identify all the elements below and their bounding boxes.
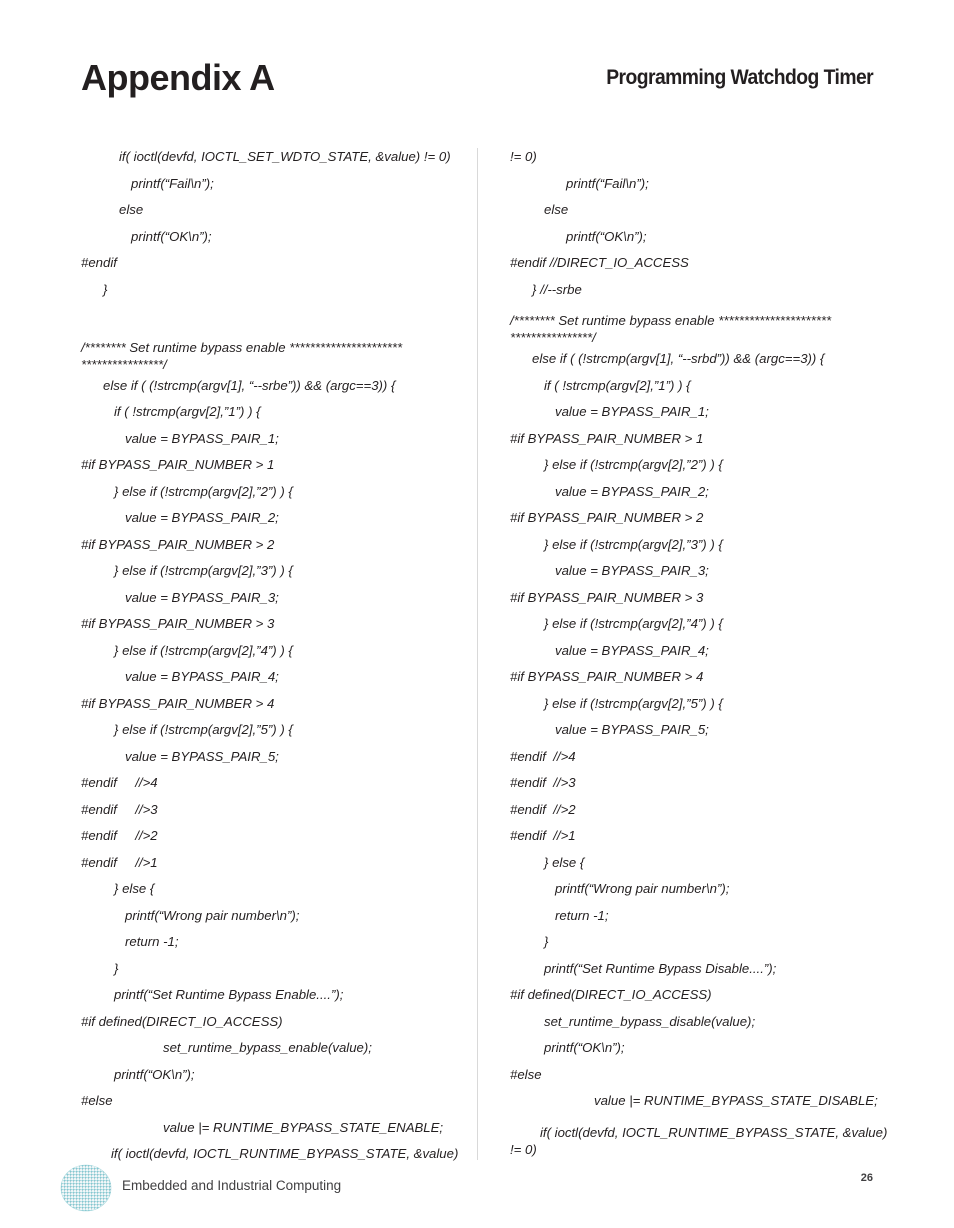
code-line: printf(“Fail\n”);	[566, 175, 649, 191]
code-line: if( ioctl(devfd, IOCTL_RUNTIME_BYPASS_STATE, &value)	[111, 1146, 459, 1161]
code-line: #endif //>2	[81, 828, 158, 843]
code-line: #if defined(DIRECT_IO_ACCESS)	[510, 987, 712, 1002]
appendix-title: Appendix A	[81, 57, 275, 98]
page-header	[0, 0, 954, 120]
code-line: #endif	[81, 255, 117, 270]
code-line: #endif //>3	[510, 775, 576, 790]
code-line: #endif //>3	[81, 801, 158, 817]
code-line: printf(“Wrong pair number\n”);	[555, 881, 730, 896]
code-line: ****************/	[81, 356, 167, 372]
code-line: value = BYPASS_PAIR_1;	[125, 430, 279, 446]
code-line: if ( !strcmp(argv[2],”1”) ) {	[114, 404, 261, 419]
code-line: value |= RUNTIME_BYPASS_STATE_ENABLE;	[163, 1119, 444, 1135]
code-line: /******** Set runtime bypass enable **********************	[81, 339, 403, 355]
code-line: #if BYPASS_PAIR_NUMBER > 2	[510, 510, 704, 525]
code-line	[81, 303, 473, 330]
code-line: value = BYPASS_PAIR_1;	[555, 404, 709, 419]
code-line: set_runtime_bypass_disable(value);	[544, 1013, 756, 1029]
code-line: }	[114, 960, 119, 976]
code-line: } else {	[544, 854, 585, 870]
code-column-right	[510, 144, 888, 1158]
code-line: if ( !strcmp(argv[2],”1”) ) {	[544, 377, 691, 393]
code-line: } else if (!strcmp(argv[2],”4”) ) {	[114, 642, 293, 658]
code-line: value = BYPASS_PAIR_3;	[555, 563, 709, 578]
code-line: } else {	[114, 881, 155, 896]
code-line: #if defined(DIRECT_IO_ACCESS)	[81, 1013, 283, 1029]
code-line: #if BYPASS_PAIR_NUMBER > 2	[81, 536, 275, 552]
code-line: #endif //>4	[510, 748, 576, 764]
page-number: 26	[860, 1172, 873, 1184]
column-divider	[477, 148, 478, 1160]
code-line: #if BYPASS_PAIR_NUMBER > 3	[510, 589, 704, 605]
code-line: }	[544, 934, 549, 949]
page-footer	[0, 1160, 954, 1228]
code-line: #endif //>1	[510, 828, 576, 843]
code-line: value = BYPASS_PAIR_4;	[125, 669, 279, 684]
code-line: } else if (!strcmp(argv[2],”2”) ) {	[544, 457, 723, 472]
code-line: return -1;	[555, 907, 609, 923]
code-line: != 0)	[510, 149, 537, 164]
code-line: } else if (!strcmp(argv[2],”5”) ) {	[544, 695, 723, 711]
code-line: return -1;	[125, 934, 179, 949]
code-line: #if BYPASS_PAIR_NUMBER > 1	[510, 430, 704, 446]
code-line: value = BYPASS_PAIR_5;	[125, 748, 279, 764]
company-globe-logo-icon	[60, 1164, 112, 1212]
code-line: != 0)	[510, 1141, 537, 1157]
code-line: else if ( (!strcmp(argv[1], “--srbe”)) && (argc==3)) {	[103, 377, 396, 393]
code-line: value |= RUNTIME_BYPASS_STATE_DISABLE;	[594, 1093, 878, 1108]
code-line: value = BYPASS_PAIR_2;	[125, 510, 279, 525]
code-line: #else	[81, 1093, 113, 1108]
code-line: #if BYPASS_PAIR_NUMBER > 4	[510, 669, 704, 684]
code-line: }	[103, 281, 108, 297]
code-line: value = BYPASS_PAIR_4;	[555, 642, 709, 658]
code-line: #if BYPASS_PAIR_NUMBER > 3	[81, 616, 275, 631]
code-line: } else if (!strcmp(argv[2],”4”) ) {	[544, 616, 723, 631]
code-line: else	[544, 202, 569, 217]
code-line: } else if (!strcmp(argv[2],”3”) ) {	[544, 536, 723, 552]
section-title: Programming Watchdog Timer	[606, 66, 873, 89]
code-line: #endif //DIRECT_IO_ACCESS	[510, 255, 689, 270]
code-line: printf(“Wrong pair number\n”);	[125, 907, 300, 923]
code-line: value = BYPASS_PAIR_3;	[125, 589, 279, 605]
code-line: #if BYPASS_PAIR_NUMBER > 1	[81, 457, 275, 472]
code-line: if( ioctl(devfd, IOCTL_RUNTIME_BYPASS_STATE, &value)	[540, 1124, 888, 1140]
code-line: printf(“Set Runtime Bypass Enable....”);	[114, 987, 344, 1002]
code-line: set_runtime_bypass_enable(value);	[163, 1040, 372, 1055]
code-line: printf(“OK\n”);	[131, 228, 212, 244]
code-column-left	[81, 144, 473, 1168]
code-line: #endif //>4	[81, 775, 158, 790]
code-line: printf(“OK\n”);	[114, 1066, 195, 1082]
code-line: /******** Set runtime bypass enable **********************	[510, 313, 832, 328]
code-line: printf(“Set Runtime Bypass Disable....”);	[544, 960, 777, 976]
code-line: printf(“OK\n”);	[566, 228, 647, 244]
code-line: #endif //>1	[81, 854, 158, 870]
footer-company-text: Embedded and Industrial Computing	[122, 1178, 342, 1193]
code-line: } else if (!strcmp(argv[2],”2”) ) {	[114, 483, 293, 499]
code-line: printf(“Fail\n”);	[131, 175, 214, 191]
code-line: if( ioctl(devfd, IOCTL_SET_WDTO_STATE, &value) != 0)	[119, 149, 451, 164]
code-line: } //--srbe	[532, 281, 582, 297]
code-line: else	[119, 202, 144, 217]
code-line: } else if (!strcmp(argv[2],”3”) ) {	[114, 563, 293, 578]
code-line: ****************/	[510, 330, 596, 345]
code-line: printf(“OK\n”);	[544, 1040, 625, 1055]
code-line: } else if (!strcmp(argv[2],”5”) ) {	[114, 722, 293, 737]
code-line: #endif //>2	[510, 801, 576, 817]
code-line: value = BYPASS_PAIR_5;	[555, 722, 709, 737]
code-line: value = BYPASS_PAIR_2;	[555, 483, 709, 499]
code-line: #if BYPASS_PAIR_NUMBER > 4	[81, 695, 275, 711]
code-line: #else	[510, 1066, 542, 1082]
code-line: else if ( (!strcmp(argv[1], “--srbd”)) && (argc==3)) {	[532, 351, 825, 366]
